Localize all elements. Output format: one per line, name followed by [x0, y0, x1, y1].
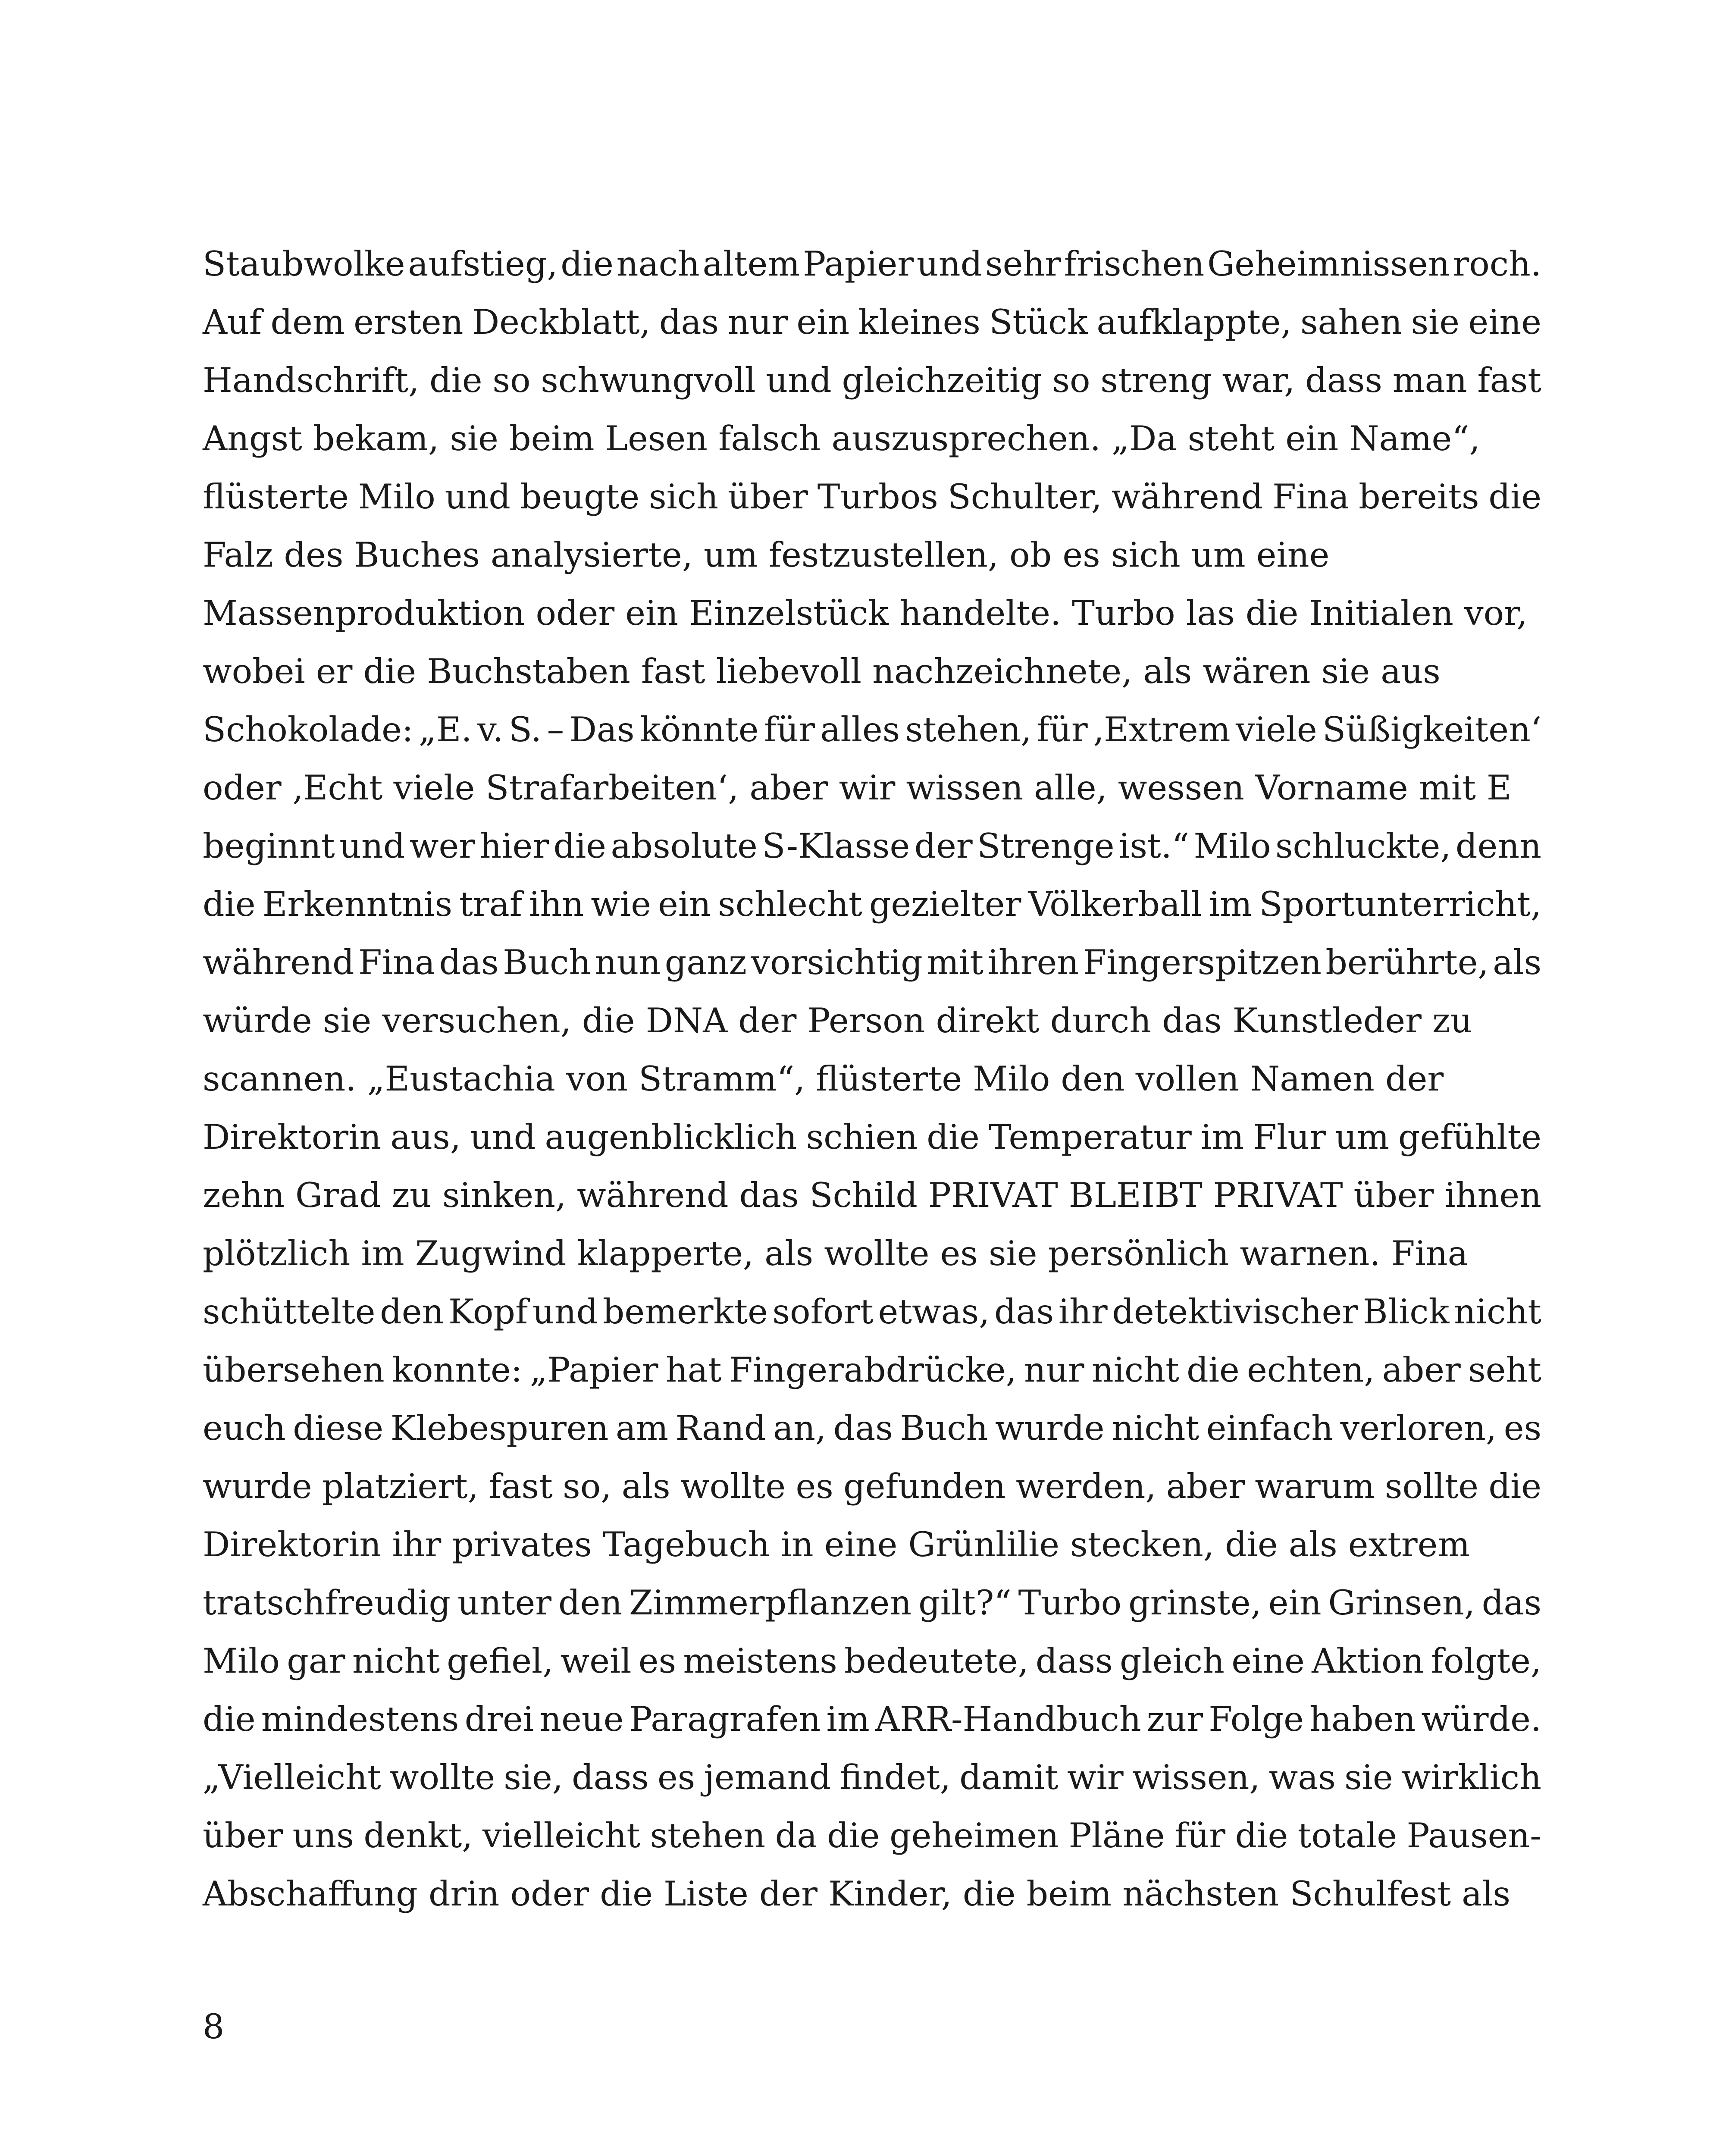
- text-line: Massenproduktion oder ein Einzelstück handelte. Turbo las die Initialen vor,: [203, 593, 1528, 633]
- text-line: Direktorin ihr privates Tagebuch in eine Grünlilie stecken, die als extrem: [203, 1525, 1470, 1564]
- text-line: Staubwolke aufstieg, die nach altem Papier und sehr frischen Geheimnissen roch.: [203, 244, 1541, 284]
- text-line: plötzlich im Zugwind klapperte, als wollte es sie persönlich warnen. Fina: [203, 1234, 1468, 1273]
- text-line: Milo gar nicht gefiel, weil es meistens bedeutete, dass gleich eine Aktion folgte,: [203, 1641, 1541, 1681]
- text-line: beginnt und wer hier die absolute S-Klasse der Strenge ist.“ Milo schluckte, denn: [203, 826, 1541, 866]
- text-line: würde sie versuchen, die DNA der Person direkt durch das Kunstleder zu: [203, 1001, 1472, 1040]
- text-line: schüttelte den Kopf und bemerkte sofort etwas, das ihr detektivischer Blick nicht: [203, 1292, 1541, 1332]
- text-line: flüsterte Milo und beugte sich über Turbos Schulter, während Fina bereits die: [203, 477, 1541, 517]
- text-line: Handschrift, die so schwungvoll und gleichzeitig so streng war, dass man fast: [203, 360, 1541, 400]
- text-line: Auf dem ersten Deckblatt, das nur ein kleines Stück aufklappte, sahen sie eine: [203, 302, 1541, 342]
- text-line: tratschfreudig unter den Zimmerpflanzen gilt?“ Turbo grinste, ein Grinsen, das: [203, 1583, 1541, 1623]
- text-line: „Vielleicht wollte sie, dass es jemand findet, damit wir wissen, was sie wirklich: [203, 1758, 1541, 1797]
- text-line: oder ‚Echt viele Strafarbeiten‘, aber wir wissen alle, wessen Vorname mit E: [203, 768, 1512, 808]
- text-line: übersehen konnte: „Papier hat Fingerabdrücke, nur nicht die echten, aber seht: [203, 1350, 1541, 1390]
- text-line: die mindestens drei neue Paragrafen im ARR-Handbuch zur Folge haben würde.: [203, 1699, 1541, 1739]
- text-line: Abschaffung drin oder die Liste der Kinder, die beim nächsten Schulfest als: [203, 1874, 1511, 1914]
- text-line: Falz des Buches analysierte, um festzustellen, ob es sich um eine: [203, 535, 1330, 575]
- text-line: die Erkenntnis traf ihn wie ein schlecht gezielter Völkerball im Sportunterricht,: [203, 884, 1541, 924]
- text-line: zehn Grad zu sinken, während das Schild PRIVAT BLEIBT PRIVAT über ihnen: [203, 1175, 1541, 1215]
- text-line: euch diese Klebespuren am Rand an, das Buch wurde nicht einfach verloren, es: [203, 1408, 1541, 1448]
- text-line: wurde platziert, fast so, als wollte es gefunden werden, aber warum sollte die: [203, 1467, 1541, 1506]
- text-line: über uns denkt, vielleicht stehen da die geheimen Pläne für die totale Pausen-: [203, 1816, 1541, 1855]
- body-text: [203, 235, 1541, 1923]
- page-number: 8: [203, 2007, 225, 2046]
- text-line: Angst bekam, sie beim Lesen falsch auszusprechen. „Da steht ein Name“,: [203, 419, 1480, 458]
- text-line: scannen. „Eustachia von Stramm“, flüsterte Milo den vollen Namen der: [203, 1059, 1444, 1099]
- text-line: wobei er die Buchstaben fast liebevoll nachzeichnete, als wären sie aus: [203, 652, 1441, 691]
- text-line: Schokolade: „E. v. S. – Das könnte für alles stehen, für ‚Extrem viele Süßigkeiten‘: [203, 710, 1541, 749]
- text-line: während Fina das Buch nun ganz vorsichtig mit ihren Fingerspitzen berührte, als: [203, 943, 1541, 982]
- text-line: Direktorin aus, und augenblicklich schien die Temperatur im Flur um gefühlte: [203, 1117, 1541, 1157]
